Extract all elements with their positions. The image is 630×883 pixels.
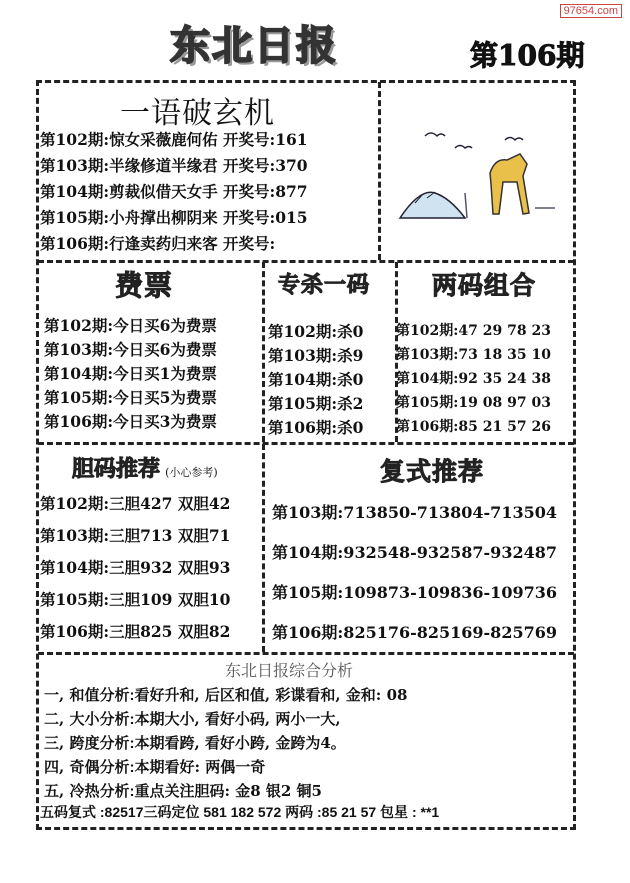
divider xyxy=(378,82,381,260)
zhuansha-row: 第104期:杀0 xyxy=(268,370,364,389)
yiyu-row: 第103期:半缘修道半缘君 开奖号:370 xyxy=(40,156,308,175)
yiyu-row: 第104期:剪裁似借天女手 开奖号:877 xyxy=(40,182,308,201)
danma-row: 第106期:三胆825 双胆82 xyxy=(40,622,231,641)
site-watermark: 97654.com xyxy=(560,4,622,18)
zhuansha-row: 第106期:杀0 xyxy=(268,418,364,437)
liangma-row: 第103期:73 18 35 10 xyxy=(396,347,551,363)
analysis-title: 东北日报综合分析 xyxy=(225,661,354,680)
analysis-row: 四, 奇偶分析:本期看好: 两偶一奇 xyxy=(44,758,266,776)
feipiao-title: 费票 xyxy=(115,269,174,302)
yiyu-row: 第102期:惊女采薇鹿何佑 开奖号:161 xyxy=(40,130,308,149)
danma-note: (小心参考) xyxy=(165,466,218,479)
danma-row: 第103期:三胆713 双胆71 xyxy=(40,526,231,545)
feipiao-row: 第106期:今日买3为费票 xyxy=(44,412,217,431)
fushi-row: 第103期:713850-713804-713504 xyxy=(272,503,557,522)
danma-list xyxy=(40,492,230,652)
analysis-list xyxy=(44,684,407,804)
zhuansha-row: 第103期:杀9 xyxy=(268,346,364,365)
liangma-row: 第104期:92 35 24 38 xyxy=(396,371,551,387)
analysis-footer: 五码复式 :82517三码定位 581 182 572 两码 :85 21 57 包星 : **1 xyxy=(40,804,440,820)
analysis-row: 一, 和值分析:看好升和, 后区和值, 彩谍看和, 金和: 08 xyxy=(44,686,408,704)
danma-title: 胆码推荐 xyxy=(72,456,161,482)
zhuansha-row: 第102期:杀0 xyxy=(268,322,364,341)
liangma-row: 第105期:19 08 97 03 xyxy=(396,395,551,411)
liangma-row: 第102期:47 29 78 23 xyxy=(396,323,551,339)
yiyu-row: 第105期:小舟撑出柳阴来 开奖号:015 xyxy=(40,208,308,227)
yiyu-row: 第106期:行逢卖药归来客 开奖号: xyxy=(40,234,276,253)
divider xyxy=(262,444,265,652)
feipiao-list xyxy=(44,314,217,434)
danma-row: 第105期:三胆109 双胆10 xyxy=(40,590,231,609)
danma-row: 第104期:三胆932 双胆93 xyxy=(40,558,231,577)
zhuansha-list xyxy=(268,320,363,440)
liangma-row: 第106期:85 21 57 26 xyxy=(396,419,551,435)
danma-header xyxy=(72,452,218,483)
fushi-row: 第104期:932548-932587-932487 xyxy=(272,543,557,562)
feipiao-row: 第105期:今日买5为费票 xyxy=(44,388,217,407)
landscape-illustration xyxy=(395,118,565,228)
fushi-list xyxy=(272,500,557,660)
analysis-row: 五, 冷热分析:重点关注胆码: 金8 银2 铜5 xyxy=(44,782,322,800)
masthead-title: 东北日报 xyxy=(170,22,338,69)
feipiao-row: 第104期:今日买1为费票 xyxy=(44,364,217,383)
divider xyxy=(262,262,265,442)
feipiao-row: 第102期:今日买6为费票 xyxy=(44,316,217,335)
fushi-title: 复式推荐 xyxy=(380,457,485,486)
divider xyxy=(38,652,574,655)
feipiao-row: 第103期:今日买6为费票 xyxy=(44,340,217,359)
yiyu-title: 一语破玄机 xyxy=(120,96,275,131)
liangma-title: 两码组合 xyxy=(432,271,537,300)
zhuansha-row: 第105期:杀2 xyxy=(268,394,364,413)
yiyu-list xyxy=(40,128,376,258)
zhuansha-title: 专杀一码 xyxy=(278,272,371,298)
danma-row: 第102期:三胆427 双胆42 xyxy=(40,494,231,513)
analysis-row: 二, 大小分析:本期大小, 看好小码, 两小一大, xyxy=(44,710,341,728)
liangma-list xyxy=(396,320,551,440)
divider xyxy=(38,442,574,445)
issue-number: 第106期 xyxy=(470,39,585,72)
fushi-row: 第106期:825176-825169-825769 xyxy=(272,623,557,642)
analysis-row: 三, 跨度分析:本期看跨, 看好小跨, 金跨为4。 xyxy=(44,734,346,752)
fushi-row: 第105期:109873-109836-109736 xyxy=(272,583,557,602)
divider xyxy=(38,260,574,263)
